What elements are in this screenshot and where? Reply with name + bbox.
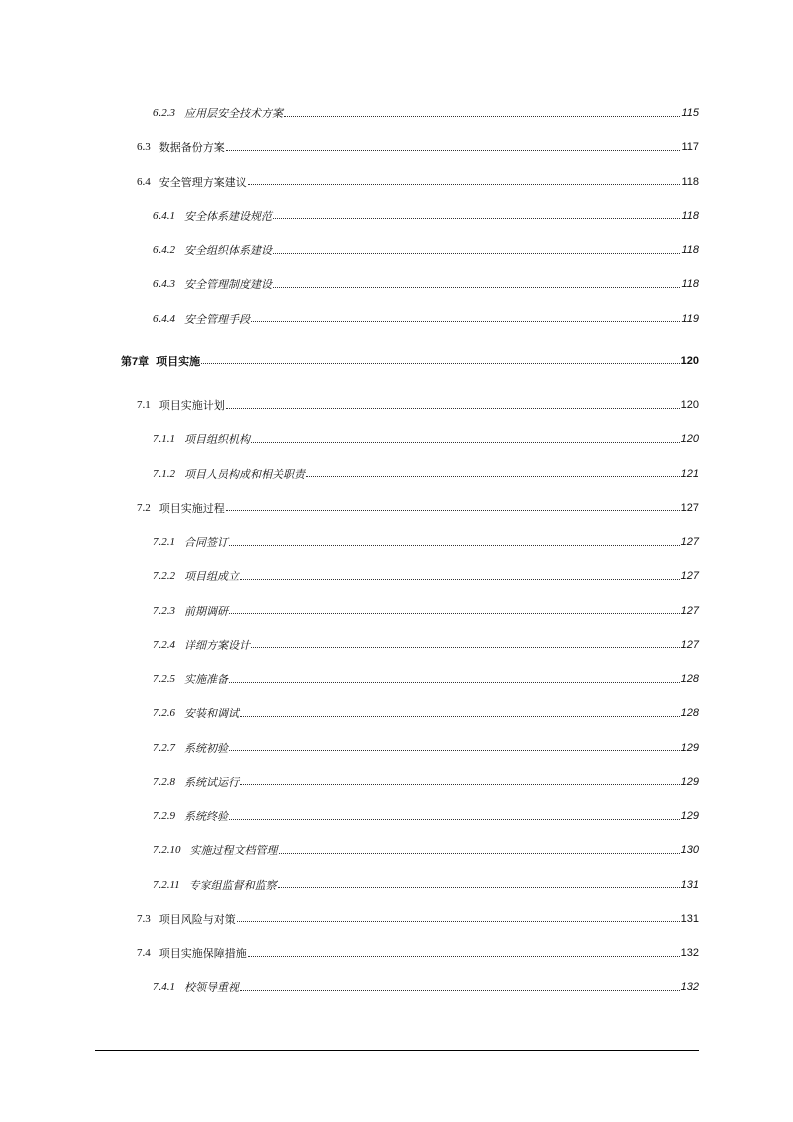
toc-entry-page: 120 xyxy=(680,433,699,446)
toc-entry-page: 118 xyxy=(681,175,699,188)
toc-entry-title: 项目人员构成和相关职责 xyxy=(184,468,305,481)
toc-entry-number: 7.2.4 xyxy=(153,638,175,651)
toc-entry-page: 119 xyxy=(681,312,699,325)
toc-entry-title: 安全管理方案建议 xyxy=(158,176,247,189)
toc-leader-dots xyxy=(279,853,680,854)
toc-entry-title: 安全组织体系建设 xyxy=(184,245,272,258)
toc-entry[interactable] xyxy=(0,457,793,491)
toc-entry[interactable] xyxy=(0,422,793,456)
toc-entry[interactable] xyxy=(0,165,793,199)
toc-leader-dots xyxy=(229,819,680,820)
toc-entry-number: 7.2.8 xyxy=(153,775,175,788)
toc-leader-dots xyxy=(251,647,680,648)
toc-entry-title: 安装和调试 xyxy=(184,708,239,721)
toc-entry[interactable] xyxy=(0,199,793,233)
toc-entry-number: 7.4.1 xyxy=(153,981,175,994)
toc-entry-title: 项目实施过程 xyxy=(158,502,225,515)
toc-entry-number: 7.4 xyxy=(137,947,151,960)
toc-entry-page: 129 xyxy=(680,775,699,788)
toc-entry[interactable] xyxy=(0,525,793,559)
toc-entry-number: 6.4 xyxy=(137,175,151,188)
toc-entry-page: 127 xyxy=(680,501,699,514)
toc-entry-number: 6.4.1 xyxy=(153,209,175,222)
toc-entry-title: 实施准备 xyxy=(184,674,228,687)
toc-leader-dots xyxy=(306,476,680,477)
toc-entry[interactable] xyxy=(0,902,793,936)
toc-leader-dots xyxy=(284,116,680,117)
toc-leader-dots xyxy=(248,956,680,957)
toc-entry[interactable] xyxy=(0,731,793,765)
toc-leader-dots xyxy=(237,921,680,922)
toc-entry-title: 专家组监督和监察 xyxy=(188,879,277,892)
toc-entry-title: 项目实施 xyxy=(156,355,201,368)
toc-entry-title: 项目实施计划 xyxy=(158,400,225,413)
toc-entry-number: 7.2.10 xyxy=(153,844,181,857)
toc-entry-title: 前期调研 xyxy=(184,605,228,618)
toc-entry-page: 120 xyxy=(680,399,699,412)
footer-rule xyxy=(95,1050,699,1051)
toc-entry-page: 120 xyxy=(680,354,699,367)
toc-entry-number: 7.3 xyxy=(137,912,151,925)
toc-entry-number: 7.2.5 xyxy=(153,673,175,686)
toc-entry[interactable] xyxy=(0,628,793,662)
toc-leader-dots xyxy=(273,287,680,288)
toc-entry-title: 项目风险与对策 xyxy=(158,913,236,926)
toc-entry[interactable] xyxy=(0,799,793,833)
toc-entry-number: 7.2.7 xyxy=(153,741,175,754)
toc-entry-page: 132 xyxy=(680,947,699,960)
toc-entry-number: 第7章 xyxy=(121,355,150,368)
toc-entry-page: 132 xyxy=(680,981,699,994)
toc-leader-dots xyxy=(226,408,680,409)
toc-leader-dots xyxy=(229,613,680,614)
toc-leader-dots xyxy=(240,990,680,991)
table-of-contents xyxy=(0,96,793,1005)
toc-entry[interactable] xyxy=(0,233,793,267)
toc-entry-title: 系统试运行 xyxy=(184,776,239,789)
toc-leader-dots xyxy=(251,442,680,443)
toc-entry-page: 127 xyxy=(680,604,699,617)
toc-entry[interactable] xyxy=(0,388,793,422)
toc-entry-number: 7.2.1 xyxy=(153,536,175,549)
toc-entry-page: 129 xyxy=(680,810,699,823)
toc-entry-title: 合同签订 xyxy=(184,537,228,550)
toc-leader-dots xyxy=(229,682,680,683)
toc-entry-page: 127 xyxy=(680,536,699,549)
toc-entry[interactable] xyxy=(0,833,793,867)
toc-entry[interactable] xyxy=(0,302,793,336)
toc-entry-page: 118 xyxy=(681,244,699,257)
toc-entry-page: 128 xyxy=(680,673,699,686)
toc-entry[interactable] xyxy=(0,267,793,301)
toc-entry[interactable] xyxy=(0,96,793,130)
toc-entry-page: 118 xyxy=(681,278,699,291)
toc-entry-title: 系统终验 xyxy=(184,811,228,824)
toc-entry-title: 详细方案设计 xyxy=(184,639,250,652)
toc-entry-title: 系统初验 xyxy=(184,742,228,755)
toc-entry-title: 应用层安全技术方案 xyxy=(184,108,283,121)
toc-entry-page: 130 xyxy=(680,844,699,857)
toc-entry-page: 131 xyxy=(680,912,699,925)
toc-entry-title: 安全管理制度建设 xyxy=(184,279,272,292)
toc-entry-number: 7.1.2 xyxy=(153,467,175,480)
toc-entry-title: 项目组成立 xyxy=(184,571,239,584)
toc-entry-page: 117 xyxy=(681,141,699,154)
toc-entry-number: 7.2.9 xyxy=(153,810,175,823)
toc-entry-number: 6.4.3 xyxy=(153,278,175,291)
toc-entry-number: 7.2.6 xyxy=(153,707,175,720)
toc-leader-dots xyxy=(251,321,680,322)
toc-entry-number: 7.1.1 xyxy=(153,433,175,446)
toc-leader-dots xyxy=(229,750,680,751)
toc-entry-number: 6.4.2 xyxy=(153,244,175,257)
toc-leader-dots xyxy=(273,218,680,219)
toc-entry-number: 6.4.4 xyxy=(153,312,175,325)
toc-entry-title: 实施过程文档管理 xyxy=(189,845,278,858)
toc-entry-title: 安全管理手段 xyxy=(184,313,250,326)
toc-entry[interactable] xyxy=(0,936,793,970)
toc-chapter-entry[interactable] xyxy=(0,344,793,378)
toc-entry-page: 128 xyxy=(680,707,699,720)
toc-leader-dots xyxy=(240,784,680,785)
toc-entry-number: 6.2.3 xyxy=(153,107,175,120)
toc-entry[interactable] xyxy=(0,662,793,696)
toc-entry-number: 7.2.2 xyxy=(153,570,175,583)
toc-entry-number: 7.1 xyxy=(137,399,151,412)
toc-leader-dots xyxy=(278,887,680,888)
toc-entry[interactable] xyxy=(0,696,793,730)
toc-entry-title: 校领导重视 xyxy=(184,982,239,995)
toc-entry[interactable] xyxy=(0,559,793,593)
toc-entry-number: 7.2.11 xyxy=(153,878,180,891)
toc-entry[interactable] xyxy=(0,970,793,1004)
toc-entry-title: 安全体系建设规范 xyxy=(184,210,272,223)
toc-entry[interactable] xyxy=(0,130,793,164)
toc-entry[interactable] xyxy=(0,594,793,628)
toc-entry-page: 118 xyxy=(681,209,699,222)
toc-entry-title: 数据备份方案 xyxy=(158,142,225,155)
toc-leader-dots xyxy=(201,363,680,364)
toc-leader-dots xyxy=(226,150,681,151)
toc-entry-page: 115 xyxy=(681,107,699,120)
toc-entry-number: 7.2.3 xyxy=(153,604,175,617)
toc-entry-page: 121 xyxy=(680,467,699,480)
toc-entry[interactable] xyxy=(0,765,793,799)
toc-entry[interactable] xyxy=(0,868,793,902)
toc-entry-page: 127 xyxy=(680,638,699,651)
toc-entry[interactable] xyxy=(0,491,793,525)
toc-entry-number: 7.2 xyxy=(137,501,151,514)
toc-leader-dots xyxy=(240,579,680,580)
toc-entry-page: 129 xyxy=(680,741,699,754)
toc-leader-dots xyxy=(226,510,680,511)
toc-leader-dots xyxy=(240,716,680,717)
toc-leader-dots xyxy=(248,184,681,185)
toc-entry-number: 6.3 xyxy=(137,141,151,154)
toc-entry-page: 127 xyxy=(680,570,699,583)
toc-leader-dots xyxy=(273,253,680,254)
toc-entry-title: 项目实施保障措施 xyxy=(158,948,247,961)
toc-entry-title: 项目组织机构 xyxy=(184,434,250,447)
toc-entry-page: 131 xyxy=(680,878,699,891)
toc-leader-dots xyxy=(229,545,680,546)
